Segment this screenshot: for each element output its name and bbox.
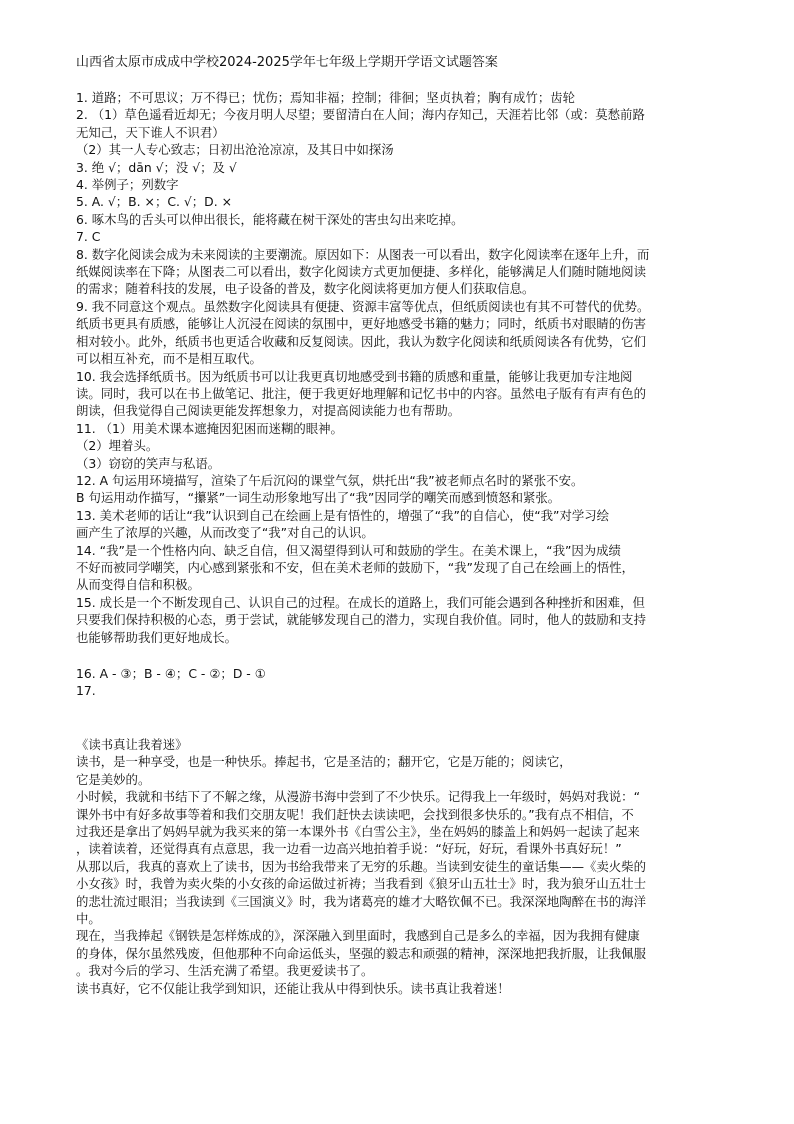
answer-line: （2）埋着头。 [76, 438, 159, 454]
essay-line: 。我对今后的学习、生活充满了希望。我更爱读书了。 [76, 963, 374, 979]
essay-section [76, 736, 718, 997]
answer-line: 4. 举例子；列数字 [76, 177, 179, 193]
answer-line: 10. 我会选择纸质书。因为纸质书可以让我更真切地感受到书籍的质感和重量，能够让我更加专注地阅 [76, 368, 633, 384]
answer-line: 画产生了浓厚的兴趣，从而改变了“我”对自己的认识。 [76, 525, 374, 541]
answer-line: 1. 道路；不可思议；万不得已；忧伤；焉知非福；控制；徘徊；坚贞执着；胸有成竹；齿轮 [76, 90, 575, 105]
essay-line: 现在，当我捧起《钢铁是怎样炼成的》，深深融入到里面时，我感到自己是多么的幸福，因为我拥有健康 [76, 928, 640, 944]
answer-line: 16. A - ③；B - ④；C - ②；D - ① [76, 666, 266, 681]
answer-line: 2. （1）草色遥看近却无；今夜月明人尽望；要留清白在人间；海内存知己，天涯若比邻（或：莫愁前路 [76, 107, 645, 123]
answer-line: 从而变得自信和积极。 [76, 577, 200, 593]
answer-line: 17. [76, 683, 96, 699]
answer-line: 12. A 句运用环境描写，渲染了午后沉闷的课堂气氛，烘托出“我”被老师点名时的紧张不安。 [76, 472, 584, 488]
answer-line: （2）其一人专心致志；日初出沧沧凉凉，及其日中如探汤 [76, 142, 394, 158]
answer-line: （3）窃窃的笑声与私语。 [76, 455, 221, 471]
answer-line: 3. 绝 √；dān √；没 √；及 √ [76, 159, 237, 175]
answer-line: 14. “我”是一个性格内向、缺乏自信，但又渴望得到认可和鼓励的学生。在美术课上，“我”因为成绩 [76, 542, 621, 558]
answer-line: 相对较小。此外，纸质书也更适合收藏和反复阅读。因此，我认为数字化阅读和纸质阅读各有优势，它们 [76, 333, 646, 349]
answer-line: 5. A. √；B. ×；C. √；D. × [76, 194, 232, 210]
essay-line: 小女孩》时，我曾为卖火柴的小女孩的命运做过祈祷；当我看到《狼牙山五壮士》时，我为狼牙山五壮士 [76, 876, 646, 892]
essay-line: 的身体，保尔虽然残废，但他那种不向命运低头，坚强的毅志和顽强的精神，深深地把我折服，让我佩服 [76, 945, 646, 961]
essay-line: 读书，是一种享受，也是一种快乐。捧起书，它是圣洁的；翻开它，它是万能的；阅读它， [76, 754, 572, 770]
answer-line: 读。同时，我可以在书上做笔记、批注，便于我更好地理解和记忆书中的内容。虽然电子版有有声有色的 [76, 385, 646, 401]
answer-line: 7. C [76, 229, 101, 245]
answer-line: 也能够帮助我们更好地成长。 [76, 629, 238, 645]
answer-line: 6. 啄木鸟的舌头可以伸出很长，能将藏在树干深处的害虫勾出来吃掉。 [76, 211, 464, 227]
answer-line: 可以相互补充，而不是相互取代。 [76, 351, 262, 367]
essay-line: 过我还是拿出了妈妈早就为我买来的第一本课外书《白雪公主》，坐在妈妈的膝盖上和妈妈一起读了起来 [76, 824, 640, 840]
answer-line: 纸媒阅读率在下降；从图表二可以看出，数字化阅读方式更加便捷、多样化，能够满足人们随时随地阅读 [76, 264, 646, 280]
answer-line: 的需求；随着科技的发展，电子设备的普及，数字化阅读将更加方便人们获取信息。 [76, 281, 535, 297]
answer-line: 朗读，但我觉得自己阅读更能发挥想象力，对提高阅读能力也有帮助。 [76, 403, 461, 419]
answer-list [76, 89, 718, 700]
essay-body [76, 753, 718, 997]
essay-line: 课外书中有好多故事等着和我们交朋友呢！我们赶快去读读吧，会找到很多快乐的。”我有点不相信，不 [76, 806, 634, 822]
answer-line: 只要我们保持积极的心态，勇于尝试，就能够发现自己的潜力，实现自我价值。同时，他人的鼓励和支持 [76, 612, 646, 628]
answer-line: B 句运用动作描写，“攥紧”一词生动形象地写出了“我”因同学的嘲笑而感到愤怒和紧张。 [76, 490, 561, 506]
essay-title: 《读书真让我着迷》 [76, 737, 188, 752]
essay-line: 从那以后，我真的喜欢上了读书，因为书给我带来了无穷的乐趣。当读到安徒生的童话集——《卖火柴的 [76, 858, 646, 874]
essay-line: 中。 [76, 911, 101, 927]
blank-line [76, 646, 718, 665]
answer-line: 13. 美术老师的话让“我”认识到自己在绘画上是有悟性的，增强了“我”的自信心，使“我”对学习绘 [76, 507, 610, 523]
answer-line: 8. 数字化阅读会成为未来阅读的主要潮流。原因如下：从图表一可以看出，数字化阅读率在逐年上升，而 [76, 246, 650, 262]
answer-line: 不好而被同学嘲笑，内心感到紧张和不安，但在美术老师的鼓励下，“我”发现了自己在绘画上的悟性， [76, 559, 635, 575]
answer-line: 11. （1）用美术课本遮掩因犯困而迷糊的眼神。 [76, 420, 343, 436]
essay-line: 的悲壮流过眼泪；当我读到《三国演义》时，我为诸葛亮的雄才大略钦佩不已。我深深地陶醉在书的海洋 [76, 893, 646, 909]
answer-line: 纸质书更具有质感，能够让人沉浸在阅读的氛围中，更好地感受书籍的魅力；同时，纸质书对眼睛的伤害 [76, 316, 646, 332]
answer-line: 无知己，天下谁人不识君） [76, 124, 225, 140]
essay-line: ，读着读着，还觉得真有点意思，我一边看一边高兴地拍着手说：“好玩，好玩，看课外书真好玩！” [76, 841, 622, 857]
essay-line: 小时候，我就和书结下了不解之缘，从漫游书海中尝到了不少快乐。记得我上一年级时，妈妈对我说：“ [76, 789, 640, 805]
essay-line: 读书真好，它不仅能让我学到知识，还能让我从中得到快乐。读书真让我着迷！ [76, 980, 510, 996]
answer-line: 15. 成长是一个不断发现自己、认识自己的过程。在成长的道路上，我们可能会遇到各种挫折和困难，但 [76, 594, 645, 610]
essay-line: 它是美妙的。 [76, 771, 151, 787]
document-title: 山西省太原市成成中学校2024-2025学年七年级上学期开学语文试题答案 [76, 55, 498, 70]
answer-line: 9. 我不同意这个观点。虽然数字化阅读具有便捷、资源丰富等优点，但纸质阅读也有其不可替代的优势。 [76, 298, 650, 314]
